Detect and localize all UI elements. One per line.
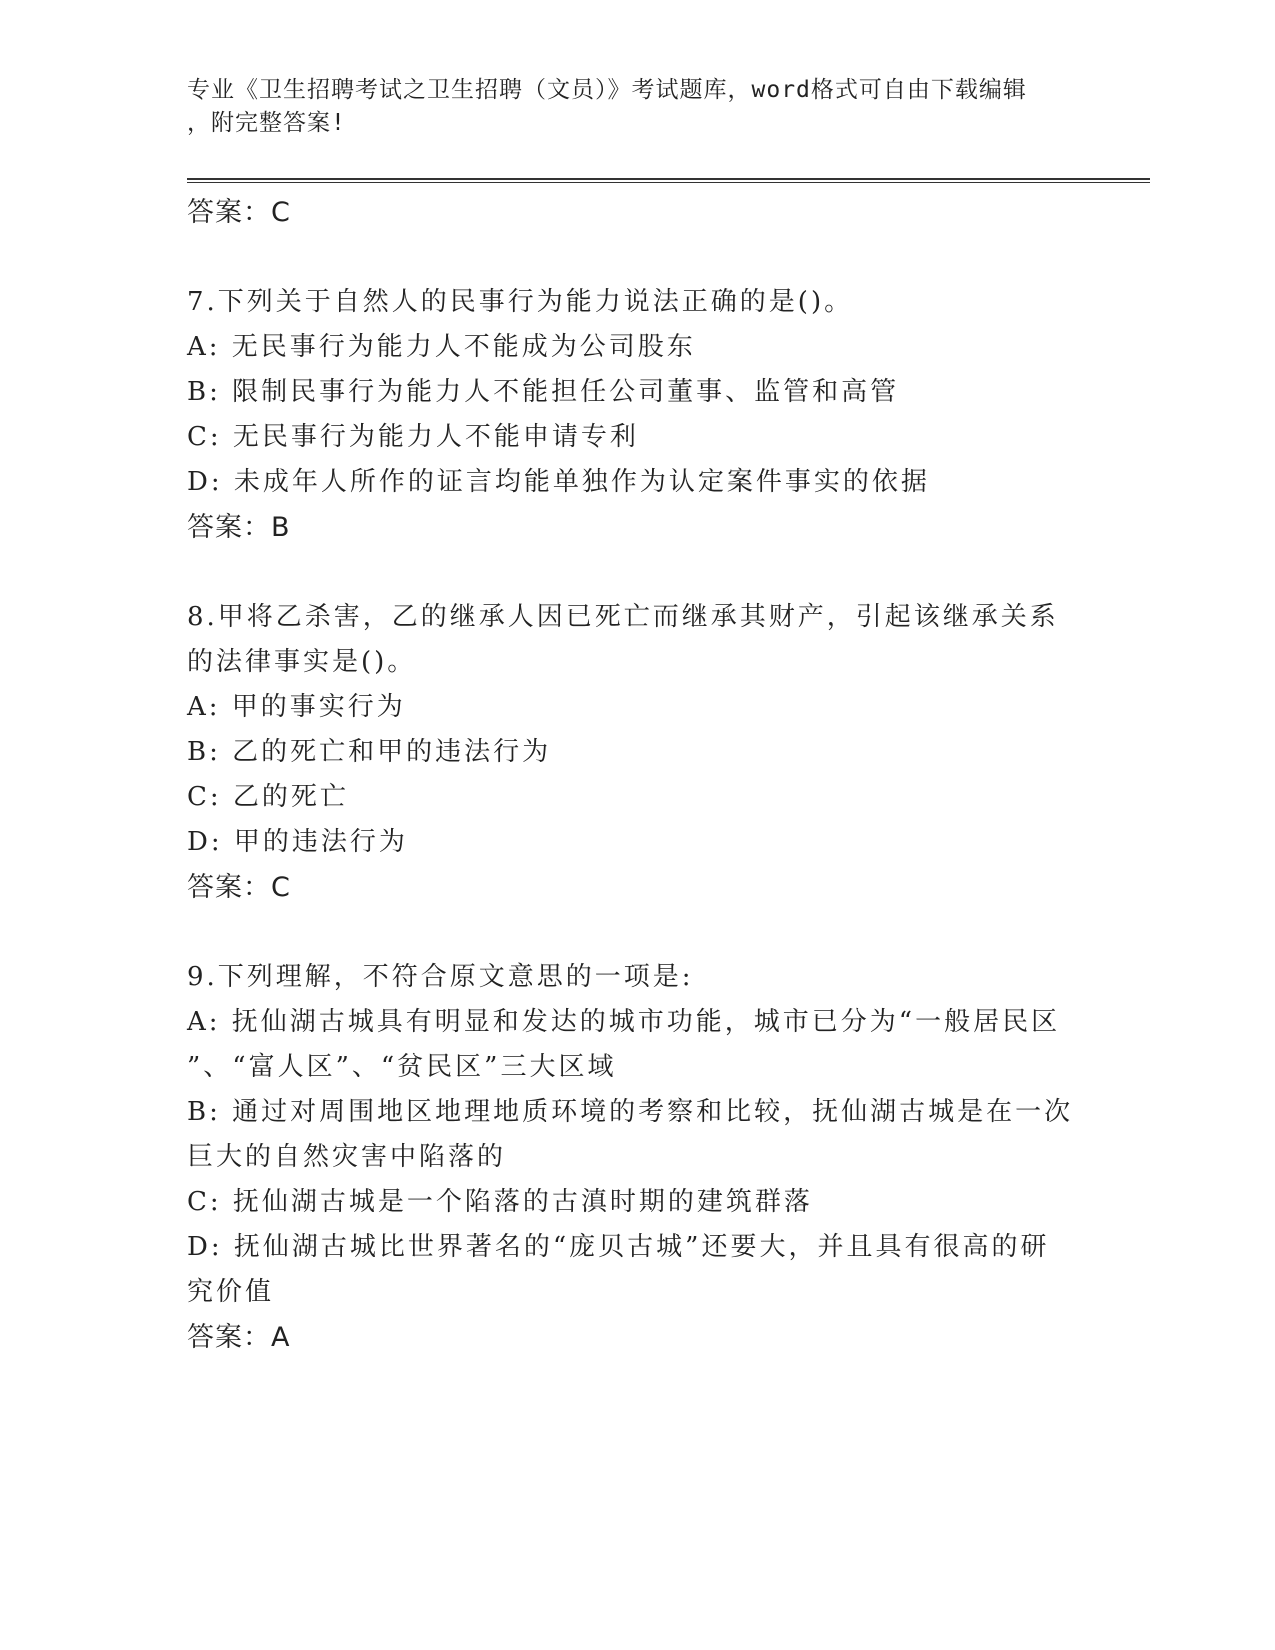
option-c: C: 无民事行为能力人不能申请专利 [187,422,639,452]
option-d: D: 甲的违法行为 [187,827,408,857]
document-header [187,74,1067,140]
option-c: C: 抚仙湖古城是一个陷落的古滇时期的建筑群落 [187,1187,813,1217]
option-b-continued: 巨大的自然灾害中陷落的 [187,1142,507,1172]
option-d: D: 未成年人所作的证言均能单独作为认定案件事实的依据 [187,467,930,497]
question-block [187,595,1087,910]
question-text: 7.下列关于自然人的民事行为能力说法正确的是()。 [187,287,854,317]
answer-line: 答案：B [187,512,291,543]
spacer [187,910,1087,955]
option-a: A: 抚仙湖古城具有明显和发达的城市功能，城市已分为“一般居民区 [187,1007,1061,1037]
spacer [187,550,1087,595]
answer-line: 答案：C [187,872,291,903]
question-text: 9.下列理解，不符合原文意思的一项是: [187,962,694,992]
option-b: B: 通过对周围地区地理地质环境的考察和比较，抚仙湖古城是在一次 [187,1097,1074,1127]
question-block [187,280,1087,550]
option-a: A: 无民事行为能力人不能成为公司股东 [187,332,696,362]
answer-line: 答案：C [187,197,291,228]
header-divider [187,178,1150,180]
question-text: 的法律事实是()。 [187,647,417,677]
option-a: A: 甲的事实行为 [187,692,406,722]
option-a-continued: ”、“富人区”、“贫民区”三大区域 [187,1052,617,1082]
header-divider-thin [187,182,1150,183]
question-text: 8.甲将乙杀害，乙的继承人因已死亡而继承其财产，引起该继承关系 [187,602,1059,632]
option-c: C: 乙的死亡 [187,782,349,812]
answer-line: 答案：A [187,1322,291,1353]
header-line-2: ，附完整答案! [187,110,346,136]
document-body [187,190,1087,1360]
option-d-continued: 究价值 [187,1277,275,1307]
header-line-1: 专业《卫生招聘考试之卫生招聘（文员）》考试题库，word格式可自由下载编辑 [187,77,1027,103]
question-block [187,955,1087,1360]
option-b: B: 乙的死亡和甲的违法行为 [187,737,552,767]
option-b: B: 限制民事行为能力人不能担任公司董事、监管和高管 [187,377,900,407]
option-d: D: 抚仙湖古城比世界著名的“庞贝古城”还要大，并且具有很高的研 [187,1232,1050,1262]
spacer [187,235,1087,280]
